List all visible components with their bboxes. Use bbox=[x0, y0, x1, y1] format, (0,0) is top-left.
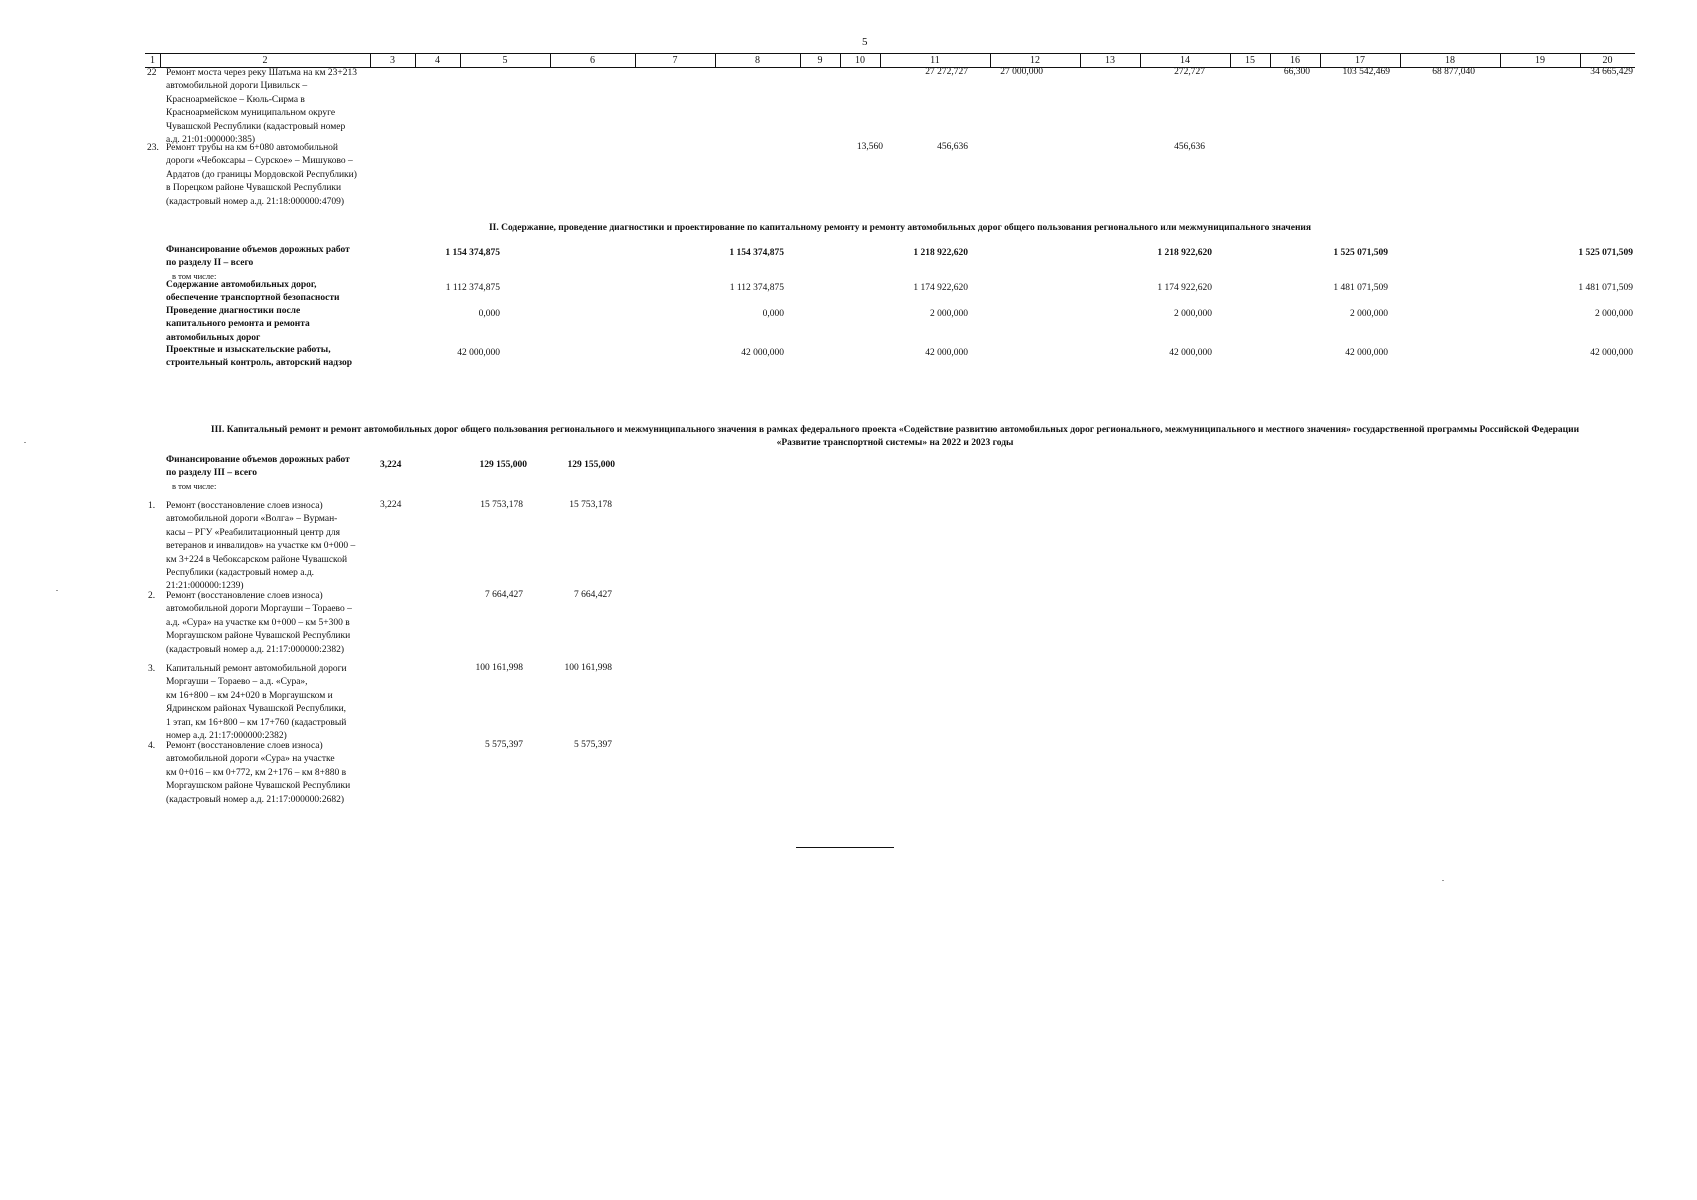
column-header-2: 2 bbox=[262, 55, 268, 66]
column-separator bbox=[1400, 54, 1401, 67]
column-header-10: 10 bbox=[855, 55, 865, 66]
section-2-row-label: Содержание автомобильных дорог, обеспечение транспортной безопасности bbox=[166, 280, 340, 304]
section-3-row-col-5: 100 161,998 bbox=[475, 663, 523, 673]
row-number: 23. bbox=[147, 143, 159, 153]
section-3-row-number: 3. bbox=[148, 664, 156, 674]
section-2-value-col-20: 2 000,000 bbox=[1595, 309, 1633, 319]
section-2-value-col-17: 42 000,000 bbox=[1345, 348, 1388, 358]
value-col-12: 27 000,000 bbox=[1000, 67, 1043, 77]
section-3-row-col-5: 7 664,427 bbox=[485, 590, 523, 600]
column-separator bbox=[990, 54, 991, 67]
section-3-row-description: Капитальный ремонт автомобильной дороги Моргауши – Тораево – а.д. «Сура», км 16+800 – км 24+020 в Моргаушском и Ядринском районах Чувашской Республики, 1 этап, км 16+800 – км 17+760 (кадастровый номер а.д. 21:17:000000:2382) bbox=[166, 664, 347, 742]
section-2-value-col-17: 1 481 071,509 bbox=[1333, 283, 1388, 293]
section-2-value-col-8: 1 154 374,875 bbox=[729, 248, 784, 258]
section-3-row-number: 1. bbox=[148, 501, 156, 511]
column-separator bbox=[1080, 54, 1081, 67]
column-separator bbox=[415, 54, 416, 67]
section-2-value-col-17: 2 000,000 bbox=[1350, 309, 1388, 319]
column-separator bbox=[1500, 54, 1501, 67]
section-3-total-col-3: 3,224 bbox=[380, 460, 402, 470]
column-header-12: 12 bbox=[1030, 55, 1040, 66]
value-col-14: 456,636 bbox=[1174, 142, 1205, 152]
section-3-row-col-6: 7 664,427 bbox=[574, 590, 612, 600]
value-col-14: 272,727 bbox=[1174, 67, 1205, 77]
column-separator bbox=[550, 54, 551, 67]
section-3-row-col-5: 5 575,397 bbox=[485, 740, 523, 750]
column-header-19: 19 bbox=[1535, 55, 1545, 66]
section-2-value-col-14: 1 174 922,620 bbox=[1157, 283, 1212, 293]
column-header-1: 1 bbox=[150, 55, 155, 66]
column-header-17: 17 bbox=[1355, 55, 1365, 66]
section-3-row-col-5: 15 753,178 bbox=[480, 500, 523, 510]
column-header-9: 9 bbox=[817, 55, 823, 66]
column-separator bbox=[460, 54, 461, 67]
section-2-value-col-20: 1 481 071,509 bbox=[1578, 283, 1633, 293]
section-3-row-col-6: 5 575,397 bbox=[574, 740, 612, 750]
column-header-13: 13 bbox=[1105, 55, 1115, 66]
scan-speck bbox=[1442, 880, 1444, 881]
section-3-row-description: Ремонт (восстановление слоев износа) автомобильной дороги Моргауши – Тораево – а.д. «Сура» на участке км 0+000 – км 5+300 в Моргаушском районе Чувашской Республики (кадастровый номер а.д. 21:17:000000:2382) bbox=[166, 591, 352, 655]
section-2-value-col-11: 42 000,000 bbox=[925, 348, 968, 358]
section-3-total-label: Финансирование объемов дорожных работ по разделу III – всего bbox=[166, 455, 350, 479]
section-3-row-number: 4. bbox=[148, 741, 156, 751]
column-separator bbox=[1580, 54, 1581, 67]
row-description: Ремонт моста через реку Шатьма на км 23+213 автомобильной дороги Цивильск – Красноармейское – Кюль-Сирма в Красноармейском муниципальном округе Чувашской Республики (кадастровый номер а.д. 21:01:000000:385) bbox=[166, 68, 357, 146]
section-3-row-col-6: 100 161,998 bbox=[564, 663, 612, 673]
column-separator bbox=[1140, 54, 1141, 67]
section-2-row-note: в том числе: bbox=[172, 271, 217, 281]
header-top-rule bbox=[145, 53, 1635, 54]
section-3-row-col-6: 15 753,178 bbox=[569, 500, 612, 510]
column-separator bbox=[635, 54, 636, 67]
section-2-row-label: Проектные и изыскательские работы, строительный контроль, авторский надзор bbox=[166, 345, 353, 369]
column-header-6: 6 bbox=[590, 55, 595, 66]
section-2-value-col-14: 2 000,000 bbox=[1174, 309, 1212, 319]
column-header-7: 7 bbox=[672, 55, 678, 66]
section-3-title-line2: «Развитие транспортной системы» на 2022 и 2023 годы bbox=[776, 438, 1014, 448]
section-2-value-col-5: 42 000,000 bbox=[457, 348, 500, 358]
section-2-value-col-5: 1 112 374,875 bbox=[445, 283, 500, 293]
column-header-3: 3 bbox=[390, 55, 395, 66]
section-2-value-col-14: 42 000,000 bbox=[1169, 348, 1212, 358]
section-2-value-col-20: 42 000,000 bbox=[1590, 348, 1633, 358]
column-separator bbox=[1270, 54, 1271, 67]
value-col-11: 456,636 bbox=[937, 142, 968, 152]
column-separator bbox=[1230, 54, 1231, 67]
column-separator bbox=[715, 54, 716, 67]
scan-speck bbox=[56, 590, 58, 591]
section-2-value-col-5: 0,000 bbox=[478, 309, 500, 319]
section-3-row-description: Ремонт (восстановление слоев износа) автомобильной дороги «Волга» – Вурман- касы – РГУ «Реабилитационный центр для ветеранов и инвалидов» на участке км 0+000 – км 3+224 в Чебоксарском районе Чувашской Республики (кадастровый номер а.д. 21:21:000000:1239) bbox=[166, 501, 356, 592]
section-3-total-note: в том числе: bbox=[172, 481, 217, 491]
section-2-value-col-17: 1 525 071,509 bbox=[1333, 248, 1388, 258]
value-col-16: 66,300 bbox=[1283, 67, 1310, 77]
section-2-value-col-11: 1 218 922,620 bbox=[913, 248, 968, 258]
section-2-value-col-8: 0,000 bbox=[762, 309, 784, 319]
section-3-total-col-5: 129 155,000 bbox=[479, 460, 527, 470]
section-2-value-col-20: 1 525 071,509 bbox=[1578, 248, 1633, 258]
section-3-total-col-6: 129 155,000 bbox=[567, 460, 615, 470]
section-2-value-col-11: 2 000,000 bbox=[930, 309, 968, 319]
section-3-title-line1: III. Капитальный ремонт и ремонт автомобильных дорог общего пользования регионального и межмуниципального значения в рамках федерального проекта «Содействие развитию автомобильных дорог регионального, межмуниципального и местного значения» государственной программы Российской Федерации bbox=[210, 425, 1580, 435]
column-header-4: 4 bbox=[435, 55, 440, 66]
value-col-18: 68 877,040 bbox=[1432, 67, 1475, 77]
section-2-value-col-5: 1 154 374,875 bbox=[445, 248, 500, 258]
column-separator bbox=[1320, 54, 1321, 67]
section-3-row-col-3: 3,224 bbox=[380, 500, 402, 510]
section-2-row-label: Проведение диагностики после капитального ремонта и ремонта автомобильных дорог bbox=[166, 306, 310, 343]
row-description: Ремонт трубы на км 6+080 автомобильной дороги «Чебоксары – Сурское» – Мишуково – Ардатов (до границы Мордовской Республики) в Порецком районе Чувашской Республики (кадастровый номер а.д. 21:18:000000:4709) bbox=[166, 143, 357, 207]
column-header-20: 20 bbox=[1602, 55, 1613, 66]
column-header-18: 18 bbox=[1445, 55, 1455, 66]
value-col-11: 27 272,727 bbox=[925, 67, 968, 77]
column-header-15: 15 bbox=[1245, 55, 1255, 66]
row-number: 22 bbox=[147, 68, 157, 78]
section-3-row-number: 2. bbox=[148, 591, 156, 601]
value-col-20: 34 665,429 bbox=[1590, 67, 1633, 77]
section-2-value-col-14: 1 218 922,620 bbox=[1157, 248, 1212, 258]
scan-speck bbox=[24, 442, 26, 443]
end-of-page-rule bbox=[796, 847, 894, 848]
section-2-value-col-11: 1 174 922,620 bbox=[913, 283, 968, 293]
section-2-row-label: Финансирование объемов дорожных работ по разделу II – всего bbox=[166, 245, 350, 269]
column-header-14: 14 bbox=[1180, 55, 1190, 66]
section-2-value-col-8: 1 112 374,875 bbox=[729, 283, 784, 293]
column-header-8: 8 bbox=[755, 55, 760, 66]
page-number: 5 bbox=[862, 36, 868, 48]
section-2-title: II. Содержание, проведение диагностики и проектирование по капитальному ремонту и ремонту автомобильных дорог общего пользования регионального или межмуниципального значения bbox=[488, 223, 1312, 233]
column-separator bbox=[840, 54, 841, 67]
value-col-10: 13,560 bbox=[856, 142, 883, 152]
column-separator bbox=[880, 54, 881, 67]
column-separator bbox=[800, 54, 801, 67]
column-separator bbox=[370, 54, 371, 67]
section-2-value-col-8: 42 000,000 bbox=[741, 348, 784, 358]
value-col-17: 103 542,469 bbox=[1342, 67, 1390, 77]
section-3-row-description: Ремонт (восстановление слоев износа) автомобильной дороги «Сура» на участке км 0+016 – км 0+772, км 2+176 – км 8+880 в Моргаушском районе Чувашской Республики (кадастровый номер а.д. 21:17:000000:2682) bbox=[166, 741, 351, 805]
column-separator bbox=[160, 54, 161, 67]
column-header-11: 11 bbox=[930, 55, 940, 66]
column-header-5: 5 bbox=[502, 55, 508, 66]
column-header-16: 16 bbox=[1290, 55, 1300, 66]
